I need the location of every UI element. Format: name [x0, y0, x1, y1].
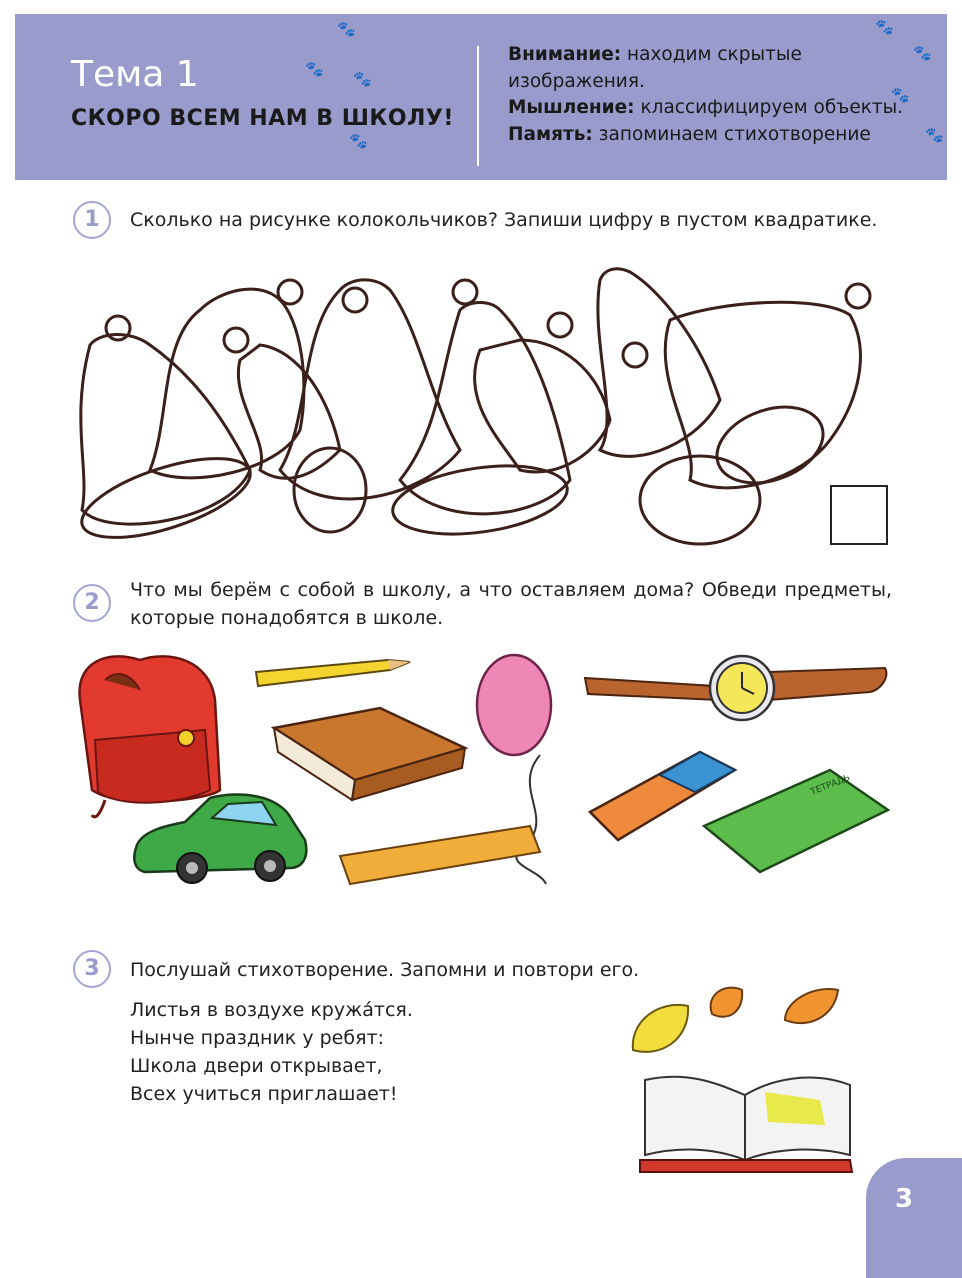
page-number: 3 — [895, 1184, 914, 1214]
task-1-text: Сколько на рисунке колокольчиков? Запиши цифру в пустом квадратике. — [130, 209, 878, 231]
paw-icon: 🐾 — [875, 18, 894, 36]
poem-line: Школа двери открывает, — [130, 1055, 383, 1077]
paw-icon: 🐾 — [891, 86, 910, 104]
leaf-icon — [633, 1005, 688, 1052]
task-number-1: 1 — [73, 201, 111, 239]
leaf-icon — [785, 989, 838, 1023]
task-number-2: 2 — [73, 584, 111, 622]
leaf-icon — [711, 988, 743, 1017]
poem-line: Всех учиться приглашает! — [130, 1083, 398, 1105]
paw-icon: 🐾 — [925, 126, 944, 144]
skill-attention: Внимание: находим скрытые изображения. — [508, 44, 802, 92]
poem-line: Листья в воздухе кружа́тся. — [130, 999, 413, 1021]
notebook-label: ТЕТРАДЬ — [809, 772, 852, 798]
book-open-icon — [640, 1077, 852, 1172]
paw-icon: 🐾 — [353, 70, 372, 88]
task-number-3: 3 — [73, 950, 111, 988]
paw-icon: 🐾 — [337, 20, 356, 38]
page-number-tab — [866, 1158, 962, 1278]
paw-icon: 🐾 — [913, 44, 932, 62]
paw-icon: 🐾 — [349, 132, 368, 150]
poem-line: Нынче праздник у ребят: — [130, 1027, 384, 1049]
theme-title: СКОРО ВСЕМ НАМ В ШКОЛУ! — [71, 106, 454, 131]
skill-memory: Память: запоминаем стихотворение — [508, 123, 871, 145]
paw-icon: 🐾 — [305, 60, 324, 78]
task-2-text: Что мы берём с собой в школу, а что оставляем дома? Обведи предметы, которые понадобятся в школе. — [130, 579, 892, 629]
theme-number: Тема 1 — [71, 54, 199, 95]
task-3-text: Послушай стихотворение. Запомни и повтори его. — [130, 959, 640, 981]
skill-thinking: Мышление: классифицируем объекты. — [508, 97, 904, 118]
